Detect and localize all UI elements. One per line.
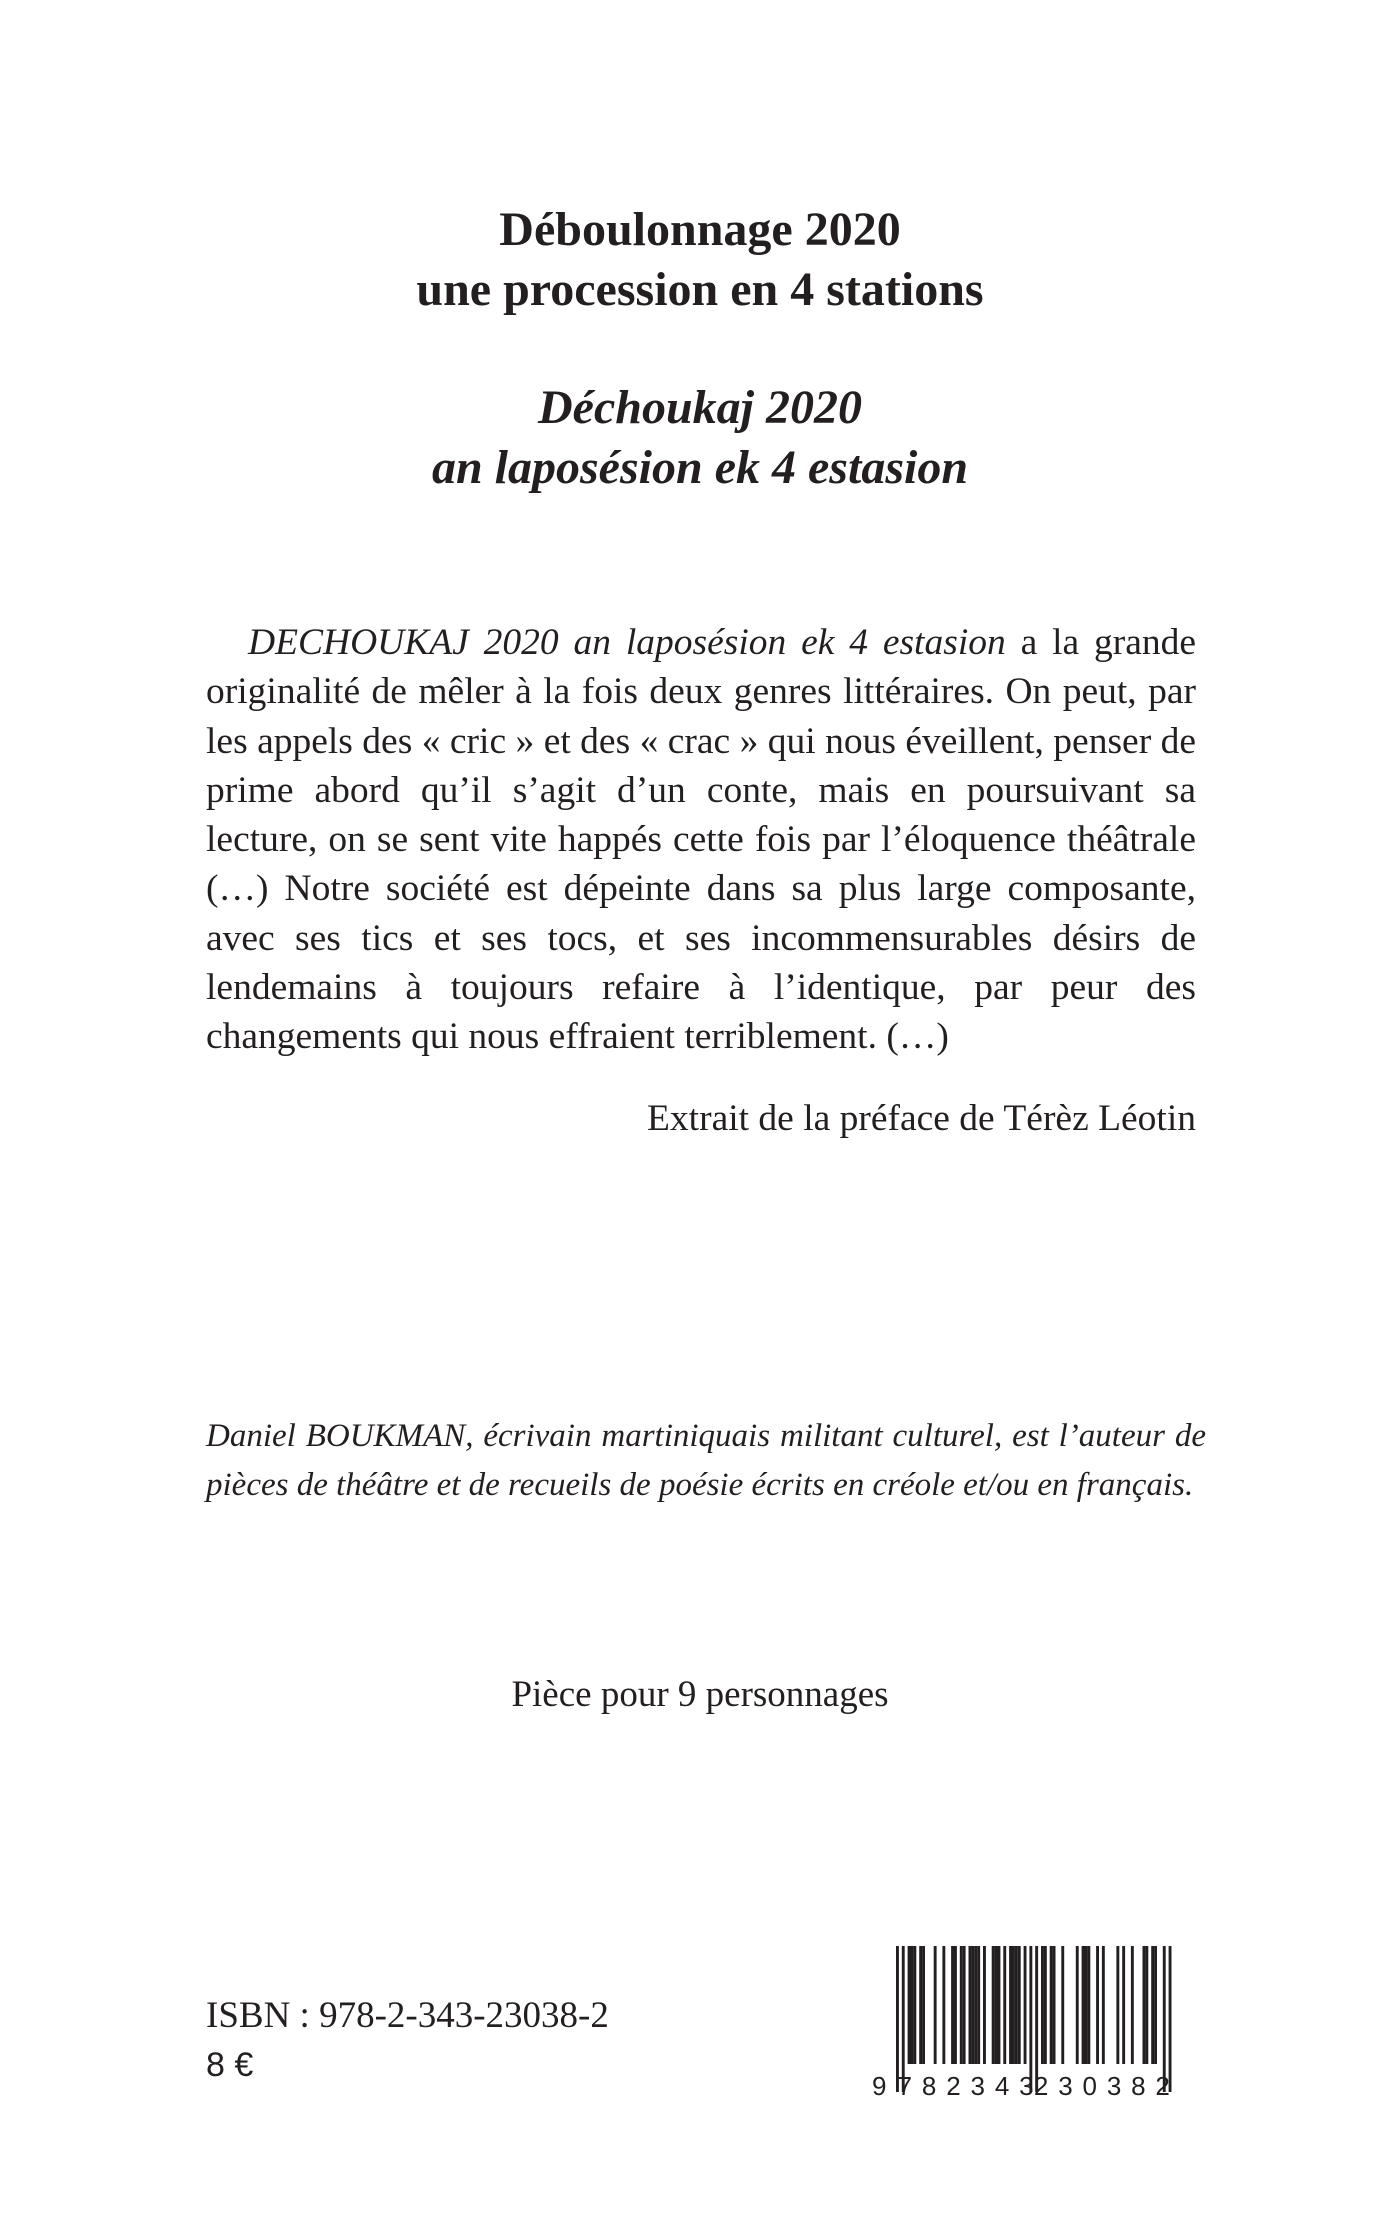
barcode-bar	[1018, 1946, 1021, 2064]
price: 8 €	[206, 2046, 254, 2084]
barcode-bar	[1050, 1946, 1053, 2064]
barcode-bar	[1131, 1946, 1134, 2064]
barcode-bar	[1024, 1946, 1027, 2064]
barcode-bar	[1012, 1946, 1015, 2064]
barcode-bar	[954, 1946, 957, 2064]
french-title	[0, 200, 1400, 320]
barcode-bar	[992, 1946, 995, 2064]
barcode-bar	[1015, 1946, 1018, 2064]
barcode-first-digit: 9	[872, 2071, 887, 2100]
barcode-bar	[963, 1946, 966, 2064]
excerpt-text: a la grande originalité de mêler à la fois deux genres littéraires. On peut, par les appels des « cric » et des « crac » qui nous éveillent, penser de prime abord qu’il s’agit d’un conte, mais en poursuivant sa lecture, on se sent vite happés cette fois par l’éloquence théâtrale (…) Notre société est dépeinte dans sa plus large composante, avec ses tics et ses tocs, et ses incommensurables désirs de lendemains à toujours refaire à l’identique, par peur des changements qui nous effraient terriblement. (…)	[206, 622, 1197, 1058]
excerpt-attribution: Extrait de la préface de Térèz Léotin	[647, 1098, 1196, 1139]
barcode-bar	[1076, 1946, 1079, 2064]
creole-title	[0, 378, 1400, 498]
barcode-bar	[1151, 1946, 1154, 2064]
barcode-bar	[1009, 1946, 1012, 2064]
barcode-bar	[1053, 1946, 1056, 2064]
barcode-left-digits: 782343	[897, 2071, 1034, 2100]
barcode-bar	[974, 1946, 977, 2064]
author-bio: Daniel BOUKMAN, écrivain martiniquais militant culturel, est l’auteur de pièces de théâtre et de recueils de poésie écrits en créole et/ou en français.	[206, 1418, 1206, 1503]
barcode-bar	[960, 1946, 963, 2064]
barcode-bar	[934, 1946, 937, 2064]
ean-barcode	[860, 1940, 1200, 2100]
barcode-bar	[1061, 1946, 1064, 2064]
barcode-bar	[1044, 1946, 1047, 2064]
creole-title-line-1: Déchoukaj 2020	[538, 381, 862, 434]
barcode-bar	[1096, 1946, 1099, 2064]
barcode-bar	[969, 1946, 972, 2064]
barcode-bar	[971, 1946, 974, 2064]
excerpt-book-title: DECHOUKAJ 2020 an laposésion ek 4 estasion	[248, 622, 1006, 663]
creole-title-line-2: an laposésion ek 4 estasion	[431, 441, 969, 494]
barcode-bar	[951, 1946, 954, 2064]
barcode-bar	[1122, 1946, 1125, 2064]
barcode-bar	[1143, 1946, 1146, 2064]
barcode-bar	[908, 1946, 911, 2064]
barcode-bar	[919, 1946, 922, 2064]
barcode-bar	[995, 1946, 998, 2064]
barcode-bar	[983, 1946, 986, 2064]
barcode-bar	[942, 1946, 945, 2064]
barcode-bar	[1085, 1946, 1088, 2064]
barcode-bar	[998, 1946, 1001, 2064]
french-title-line-1: Déboulonnage 2020	[499, 203, 901, 256]
barcode-bar	[1003, 1946, 1006, 2064]
barcode-bar	[1102, 1946, 1105, 2064]
french-title-line-2: une procession en 4 stations	[416, 263, 984, 316]
barcode-bar	[1154, 1946, 1157, 2064]
barcode-bar	[1082, 1946, 1085, 2064]
barcode-bar	[911, 1946, 914, 2064]
isbn: ISBN : 978-2-343-23038-2	[206, 1995, 609, 2036]
barcode-bar	[1145, 1946, 1148, 2064]
barcode-bar	[977, 1946, 980, 2064]
barcode-bar	[1087, 1946, 1090, 2064]
barcode-bar	[1116, 1946, 1119, 2064]
cast-note: Pièce pour 9 personnages	[511, 1674, 889, 1715]
barcode-right-digits: 230382	[1033, 2071, 1170, 2100]
barcode-bar	[1041, 1946, 1044, 2064]
barcode-bar	[913, 1946, 916, 2064]
preface-excerpt	[206, 618, 1196, 1062]
barcode-bar	[922, 1946, 925, 2064]
